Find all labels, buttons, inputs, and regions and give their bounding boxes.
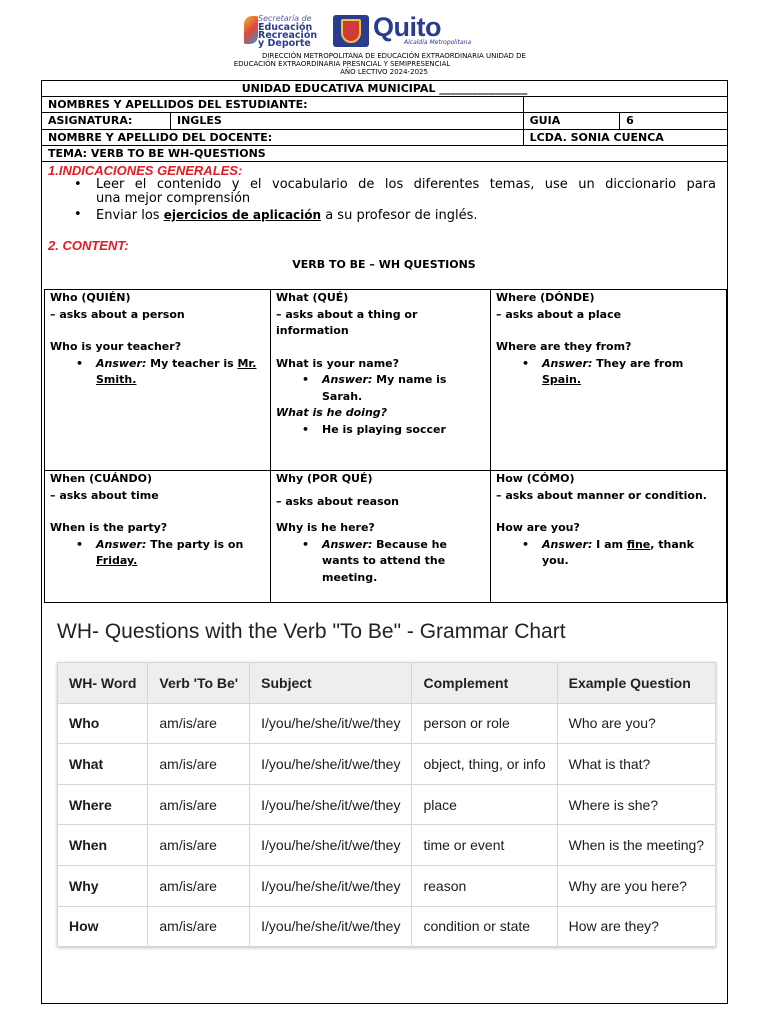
table-row (58, 784, 716, 825)
indicaciones-title: 1.INDICACIONES GENERALES: (48, 163, 243, 178)
table-row (58, 825, 716, 866)
table-cell: reason (412, 865, 557, 906)
logo-text-line: y Deporte (258, 38, 311, 49)
table-row (58, 744, 716, 785)
grammar-chart-title: WH- Questions with the Verb "To Be" - Grammar Chart (57, 620, 566, 643)
wh-questions-grid (44, 289, 727, 603)
wh-cell-where (490, 289, 727, 471)
content-title: 2. CONTENT: (48, 238, 129, 253)
wh-cell-description: – asks about manner or condition. (496, 488, 707, 502)
wh-cell-description: – asks about a place (496, 307, 622, 321)
header-line-1: DIRECCIÓN METROPOLITANA DE EDUCACIÓN EXTRAORDINARIA UNIDAD DE (262, 52, 526, 60)
leaf-icon (244, 16, 258, 44)
table-cell: am/is/are (148, 703, 250, 744)
table-cell: I/you/he/she/it/we/they (250, 865, 412, 906)
verb-to-be-title: VERB TO BE – WH QUESTIONS (292, 258, 476, 271)
table-cell: object, thing, or info (412, 744, 557, 785)
wh-cell-question: What is your name? (276, 356, 399, 370)
table-cell: am/is/are (148, 744, 250, 785)
wh-cell-answer: • Answer: The party is on Friday. (50, 537, 265, 570)
table-cell: time or event (412, 825, 557, 866)
indicacion-text: una mejor comprensión (96, 191, 251, 206)
guia-label: GUIA (524, 113, 620, 129)
table-cell: am/is/are (148, 784, 250, 825)
table-cell: place (412, 784, 557, 825)
tema: TEMA: VERB TO BE WH-QUESTIONS (42, 146, 728, 162)
table-cell: am/is/are (148, 825, 250, 866)
wh-cell-question: Where are they from? (496, 340, 632, 353)
table-cell: condition or state (412, 906, 557, 947)
bullet-icon: • (74, 177, 82, 192)
wh-cell-heading: How (CÓMO) (496, 472, 575, 485)
quito-logo: Quito (373, 12, 441, 42)
wh-cell-answer: • Answer: My teacher is Mr. Smith. (50, 356, 265, 389)
nombres-label: NOMBRES Y APELLIDOS DEL ESTUDIANTE: (42, 97, 524, 113)
wh-cell-heading: What (QUÉ) (276, 291, 349, 304)
unidad-educativa: UNIDAD EDUCATIVA MUNICIPAL ________________ (42, 81, 728, 97)
table-cell: Why are you here? (557, 865, 715, 906)
docente-label: NOMBRE Y APELLIDO DEL DOCENTE: (42, 130, 524, 146)
wh-cell-description: – asks about time (50, 488, 159, 502)
logo-text-line: Recreación (258, 30, 318, 41)
table-cell: When (58, 825, 148, 866)
indicacion-text: Leer el contenido y el vocabulario de los diferentes temas, use un diccionario para (96, 177, 716, 192)
grammar-chart-header: WH- Word (58, 663, 148, 704)
indicacion-item (74, 178, 716, 208)
grammar-chart-header: Complement (412, 663, 557, 704)
docente-value: LCDA. SONIA CUENCA (523, 130, 727, 146)
table-cell: What (58, 744, 148, 785)
grammar-chart-header: Verb 'To Be' (148, 663, 250, 704)
wh-cell-who (44, 289, 271, 471)
wh-cell-question: When is the party? (50, 521, 168, 534)
wh-cell-what (270, 289, 491, 471)
guia-group (523, 113, 727, 130)
table-cell: Where (58, 784, 148, 825)
wh-cell-question: Why is he here? (276, 521, 375, 534)
wh-cell-answer: • Answer: They are from Spain. (496, 356, 721, 389)
table-cell: person or role (412, 703, 557, 744)
bullet-icon: • (74, 207, 82, 222)
table-cell: I/you/he/she/it/we/they (250, 906, 412, 947)
quito-logo-subtitle: Alcaldía Metropolitana (404, 39, 472, 46)
grammar-chart-header: Example Question (557, 663, 715, 704)
header-line-3: AÑO LECTIVO 2024-2025 (340, 68, 428, 76)
table-cell: When is the meeting? (557, 825, 715, 866)
wh-cell-answer: • Answer: My name is Sarah. (276, 372, 485, 405)
guia-value: 6 (626, 114, 634, 127)
wh-cell-answer: • He is playing soccer (276, 422, 485, 439)
logo-text-line: Educación (258, 22, 313, 33)
asignatura-value: INGLES (171, 113, 524, 130)
ejercicios-link[interactable]: ejercicios de aplicación (163, 208, 322, 222)
table-cell: I/you/he/she/it/we/they (250, 703, 412, 744)
table-row (58, 906, 716, 947)
wh-cell-description: – asks about a person (50, 307, 185, 321)
table-cell: am/is/are (148, 865, 250, 906)
wh-cell-heading: Why (POR QUÉ) (276, 472, 373, 485)
table-cell: I/you/he/she/it/we/they (250, 825, 412, 866)
wh-cell-question: Who is your teacher? (50, 340, 182, 353)
table-cell: Who (58, 703, 148, 744)
grammar-chart-table (57, 662, 716, 947)
wh-cell-heading: When (CUÁNDO) (50, 472, 153, 485)
header-line-2: EDUCACIÓN EXTRAORDINARIA PRESNCIAL Y SEMIPRESENCIAL (233, 60, 451, 68)
wh-cell-answer: • Answer: I am fine, thank you. (496, 537, 721, 570)
grammar-chart-header: Subject (250, 663, 412, 704)
wh-cell-question: How are you? (496, 521, 580, 534)
wh-cell-heading: Who (QUIÉN) (50, 291, 131, 304)
wh-cell-answer: • Answer: Because he wants to attend the meeting. (276, 537, 485, 587)
wh-cell-why (270, 470, 491, 603)
nombres-field[interactable] (523, 97, 727, 113)
wh-cell-heading: Where (DÓNDE) (496, 291, 595, 304)
secretaria-logo (244, 14, 320, 48)
table-row (58, 865, 716, 906)
table-row (58, 703, 716, 744)
wh-cell-description: – asks about a thing or information (276, 307, 418, 337)
table-cell: I/you/he/she/it/we/they (250, 744, 412, 785)
wh-cell-question: What is he doing? (276, 406, 388, 419)
wh-cell-how (490, 470, 727, 603)
table-cell: Who are you? (557, 703, 715, 744)
grammar-chart-header-row (58, 663, 716, 704)
table-cell: Where is she? (557, 784, 715, 825)
logo-text-line: Secretaría de (258, 14, 312, 23)
table-cell: I/you/he/she/it/we/they (250, 784, 412, 825)
wh-cell-when (44, 470, 271, 603)
table-cell: How are they? (557, 906, 715, 947)
indicacion-item (74, 208, 716, 224)
table-cell: am/is/are (148, 906, 250, 947)
table-cell: What is that? (557, 744, 715, 785)
indicacion-text: Enviar los ejercicios de aplicación a su profesor de inglés. (96, 208, 478, 223)
wh-cell-description: – asks about reason (276, 494, 400, 508)
table-cell: How (58, 906, 148, 947)
table-cell: Why (58, 865, 148, 906)
student-info-table (41, 80, 728, 162)
quito-shield-icon (333, 15, 369, 47)
asignatura-label: ASIGNATURA: (42, 113, 171, 130)
